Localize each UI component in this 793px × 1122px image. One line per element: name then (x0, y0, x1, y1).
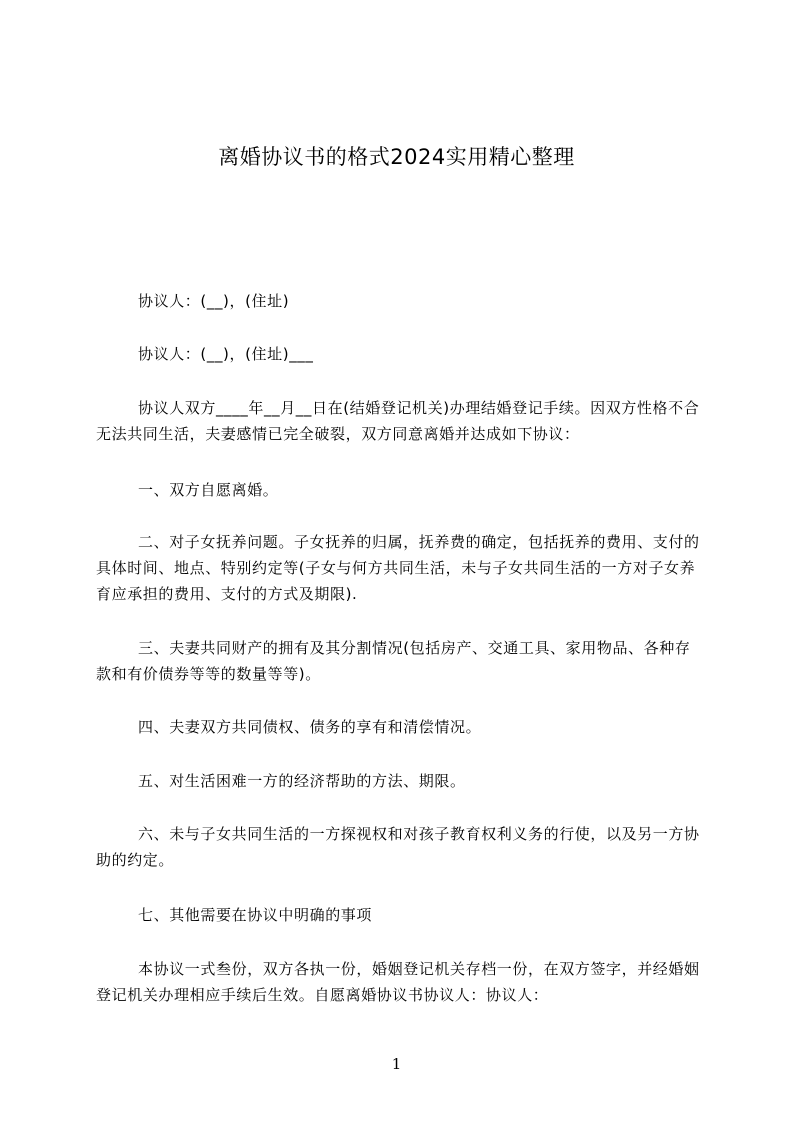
clause-three: 三、夫妻共同财产的拥有及其分割情况(包括房产、交通工具、家用物品、各种存款和有价债券等等的数量等等)。 (96, 639, 691, 683)
document-title: 离婚协议书的格式2024实用精心整理 (218, 145, 575, 169)
clause-one: 一、双方自愿离婚。 (138, 481, 279, 499)
party-two-line: 协议人：(__)，(住址)___ (138, 345, 314, 363)
clause-two: 二、对子女抚养问题。子女抚养的归属，抚养费的确定，包括抚养的费用、支付的具体时间、地点、特别约定等(子女与何方共同生活，未与子女共同生活的一方对子女养育应承担的费用、支付的方式及期限). (96, 533, 700, 603)
page-number: 1 (391, 1055, 402, 1073)
clause-seven: 七、其他需要在协议中明确的事项 (138, 906, 373, 924)
clause-six: 六、未与子女共同生活的一方探视权和对孩子教育权利义务的行使，以及另一方协助的约定。 (96, 825, 700, 869)
preamble-paragraph: 协议人双方____年__月__日在(结婚登记机关)办理结婚登记手续。因双方性格不合无法共同生活，夫妻感情已完全破裂，双方同意离婚并达成如下协议： (96, 399, 700, 443)
clause-five: 五、对生活困难一方的经济帮助的方法、期限。 (138, 772, 466, 790)
party-one-line: 协议人：(__)，(住址) (138, 292, 290, 310)
clause-four: 四、夫妻双方共同债权、债务的享有和清偿情况。 (138, 718, 482, 736)
closing-paragraph: 本协议一式叁份，双方各执一份，婚姻登记机关存档一份，在双方签字，并经婚姻登记机关办理相应手续后生效。自愿离婚协议书协议人：协议人： (96, 960, 700, 1004)
